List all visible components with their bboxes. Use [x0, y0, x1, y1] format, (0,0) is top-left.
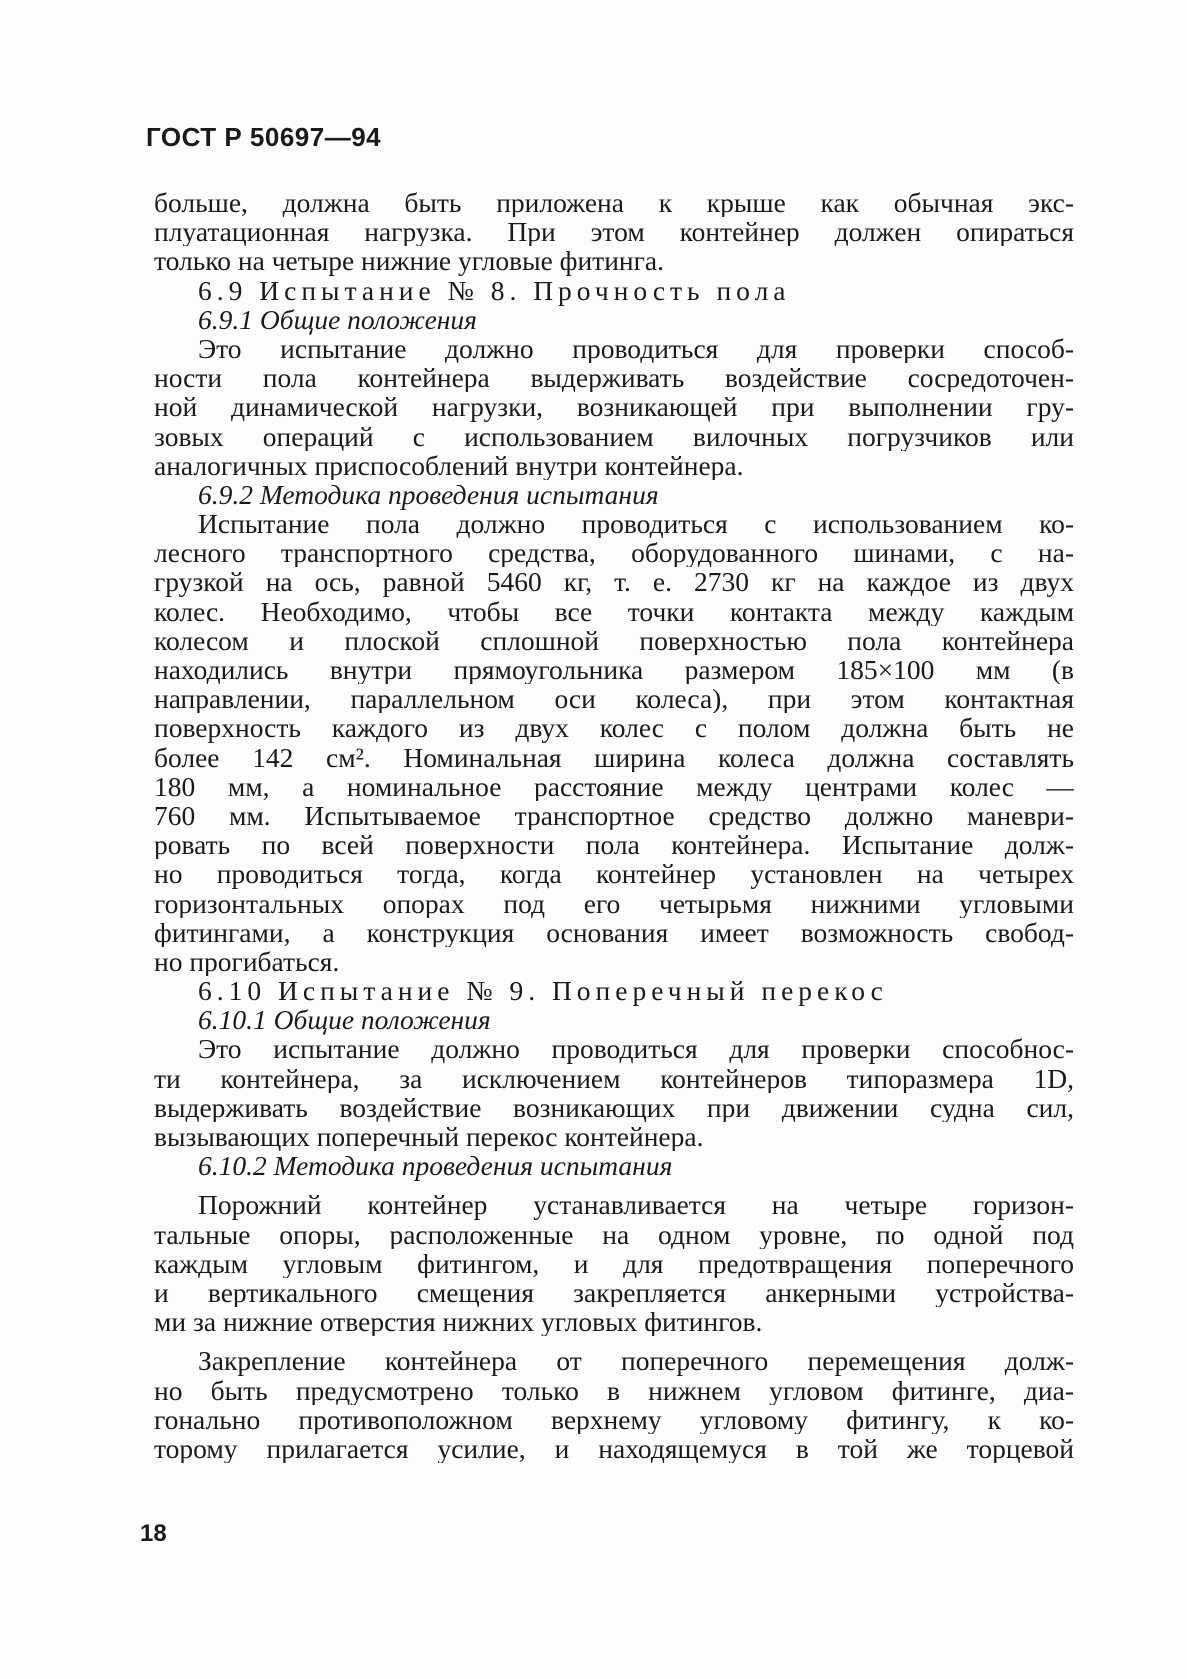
paragraph-first-line: Это испытание должно проводиться для проверки способнос-: [198, 1034, 1074, 1064]
text-line: горизонтальных опорах под его четырьмя нижними угловыми: [154, 888, 1074, 918]
paragraph-first-line: Испытание пола должно проводиться с использованием ко-: [198, 509, 1074, 539]
subsection-heading: 6.10.1 Общие положения: [198, 1004, 491, 1036]
subsection-heading: 6.9.1 Общие положения: [198, 303, 477, 335]
text-line: колесом и плоской сплошной поверхностью пола контейнера: [154, 625, 1074, 655]
section-heading: 6.9 Испытание № 8. Прочность пола: [198, 274, 791, 306]
text-line: тальные опоры, расположенные на одном уровне, по одной под: [154, 1219, 1074, 1249]
text-line: вызывающих поперечный перекос контейнера.: [154, 1122, 704, 1152]
text-line: ровать по всей поверхности пола контейнера. Испытание долж-: [154, 830, 1074, 860]
text-line: ти контейнера, за исключением контейнеров типоразмера 1D,: [154, 1063, 1074, 1093]
subsection-heading: 6.10.2 Методика проведения испытания: [198, 1150, 673, 1182]
text-line: находились внутри прямоугольника размером 185×100 мм (в: [154, 655, 1074, 685]
text-line: грузкой на ось, равной 5460 кг, т. е. 2730 кг на каждое из двух: [154, 567, 1074, 597]
text-line: ности пола контейнера выдерживать воздействие сосредоточен-: [154, 363, 1074, 393]
text-line: 180 мм, а номинальное расстояние между центрами колес —: [154, 771, 1074, 801]
text-line: поверхность каждого из двух колес с полом должна быть не: [154, 713, 1074, 743]
text-line: 760 мм. Испытываемое транспортное средство должно маневри-: [154, 800, 1074, 831]
text-line: плуатационная нагрузка. При этом контейнер должен опираться: [154, 217, 1074, 247]
text-line: аналогичных приспособлений внутри контейнера.: [154, 450, 744, 480]
document-header: ГОСТ Р 50697—94: [146, 122, 382, 152]
text-line: ной динамической нагрузки, возникающей при выполнении гру-: [154, 392, 1074, 422]
section-heading: 6.10 Испытание № 9. Поперечный перекос: [198, 975, 888, 1007]
text-line: выдерживать воздействие возникающих при движении судна сил,: [154, 1092, 1074, 1122]
text-line: больше, должна быть приложена к крыше как обычная экс-: [154, 188, 1074, 218]
text-line: только на четыре нижние угловые фитинга.: [154, 246, 664, 276]
text-line: ми за нижние отверстия нижних угловых фитингов.: [154, 1307, 763, 1337]
text-line: направлении, параллельном оси колеса), при этом контактная: [154, 684, 1074, 714]
text-line: зовых операций с использованием вилочных погрузчиков или: [154, 421, 1074, 451]
paragraph-first-line: Это испытание должно проводиться для проверки способ-: [198, 333, 1074, 364]
text-line: и вертикального смещения закрепляется анкерными устройства-: [154, 1277, 1074, 1308]
text-line: гонально противоположном верхнему угловому фитингу, к ко-: [154, 1404, 1074, 1434]
text-line: более 142 см². Номинальная ширина колеса должна составлять: [154, 742, 1074, 772]
text-line: торому прилагается усилие, и находящемуся в той же торцевой: [154, 1433, 1074, 1464]
text-line: но проводиться тогда, когда контейнер установлен на четырех: [154, 859, 1074, 889]
page-number: 18: [140, 1520, 167, 1547]
text-line: но прогибаться.: [154, 946, 340, 977]
subsection-heading: 6.9.2 Методика проведения испытания: [198, 478, 659, 510]
document-body: [154, 188, 1074, 1463]
text-line: колес. Необходимо, чтобы все точки контакта между каждым: [154, 596, 1074, 626]
paragraph-first-line: Порожний контейнер устанавливается на четыре горизон-: [198, 1190, 1074, 1220]
paragraph-first-line: Закрепление контейнера от поперечного перемещения долж-: [198, 1346, 1074, 1376]
text-line: каждым угловым фитингом, и для предотвращения поперечного: [154, 1248, 1074, 1278]
text-line: но быть предусмотрено только в нижнем угловом фитинге, диа-: [154, 1375, 1074, 1405]
text-line: лесного транспортного средства, оборудованного шинами, с на-: [154, 538, 1074, 568]
paragraph-gap: [154, 1180, 1074, 1190]
text-line: фитингами, а конструкция основания имеет возможность свобод-: [154, 917, 1074, 947]
paragraph-gap: [154, 1336, 1074, 1346]
